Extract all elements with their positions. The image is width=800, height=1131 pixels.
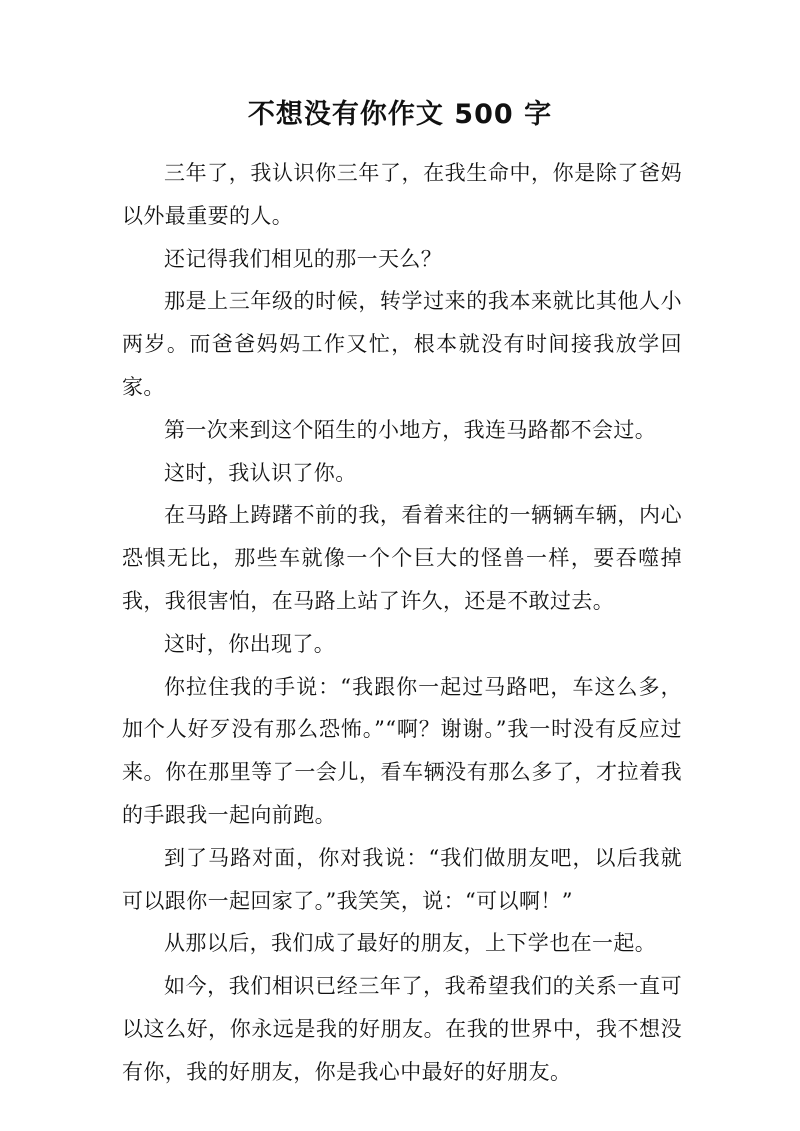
paragraph: 那是上三年级的时候，转学过来的我本来就比其他人小两岁。而爸爸妈妈工作又忙，根本就没有时间接我放学回家。 [122,289,682,399]
paragraph: 这时，我认识了你。 [164,460,357,485]
paragraph: 到了马路对面，你对我说：“我们做朋友吧，以后我就可以跟你一起回家了。”我笑笑，说：“可以啊！” [122,845,682,913]
paragraph: 三年了，我认识你三年了，在我生命中，你是除了爸妈以外最重要的人。 [122,161,682,228]
paragraph: 如今，我们相识已经三年了，我希望我们的关系一直可以这么好，你永远是我的好朋友。在我的世界中，我不想没有你，我的好朋友，你是我心中最好的好朋友。 [122,974,682,1084]
paragraph: 在马路上踌躇不前的我，看着来往的一辆辆车辆，内心恐惧无比，那些车就像一个个巨大的怪兽一样，要吞噬掉我，我很害怕，在马路上站了许久，还是不敢过去。 [122,503,682,613]
paragraph: 从那以后，我们成了最好的朋友，上下学也在一起。 [164,931,657,956]
paragraph: 还记得我们相见的那一天么？ [164,246,443,271]
document-title: 不想没有你作文 500 字 [247,99,553,130]
paragraph: 第一次来到这个陌生的小地方，我连马路都不会过。 [164,417,657,442]
essay-body [122,152,682,1094]
paragraph: 你拉住我的手说：“我跟你一起过马路吧，车这么多，加个人好歹没有那么恐怖。”“啊？谢谢。”我一时没有反应过来。你在那里等了一会儿，看车辆没有那么多了，才拉着我的手跟我一起向前跑。 [122,674,682,827]
paragraph: 这时，你出现了。 [164,631,336,656]
